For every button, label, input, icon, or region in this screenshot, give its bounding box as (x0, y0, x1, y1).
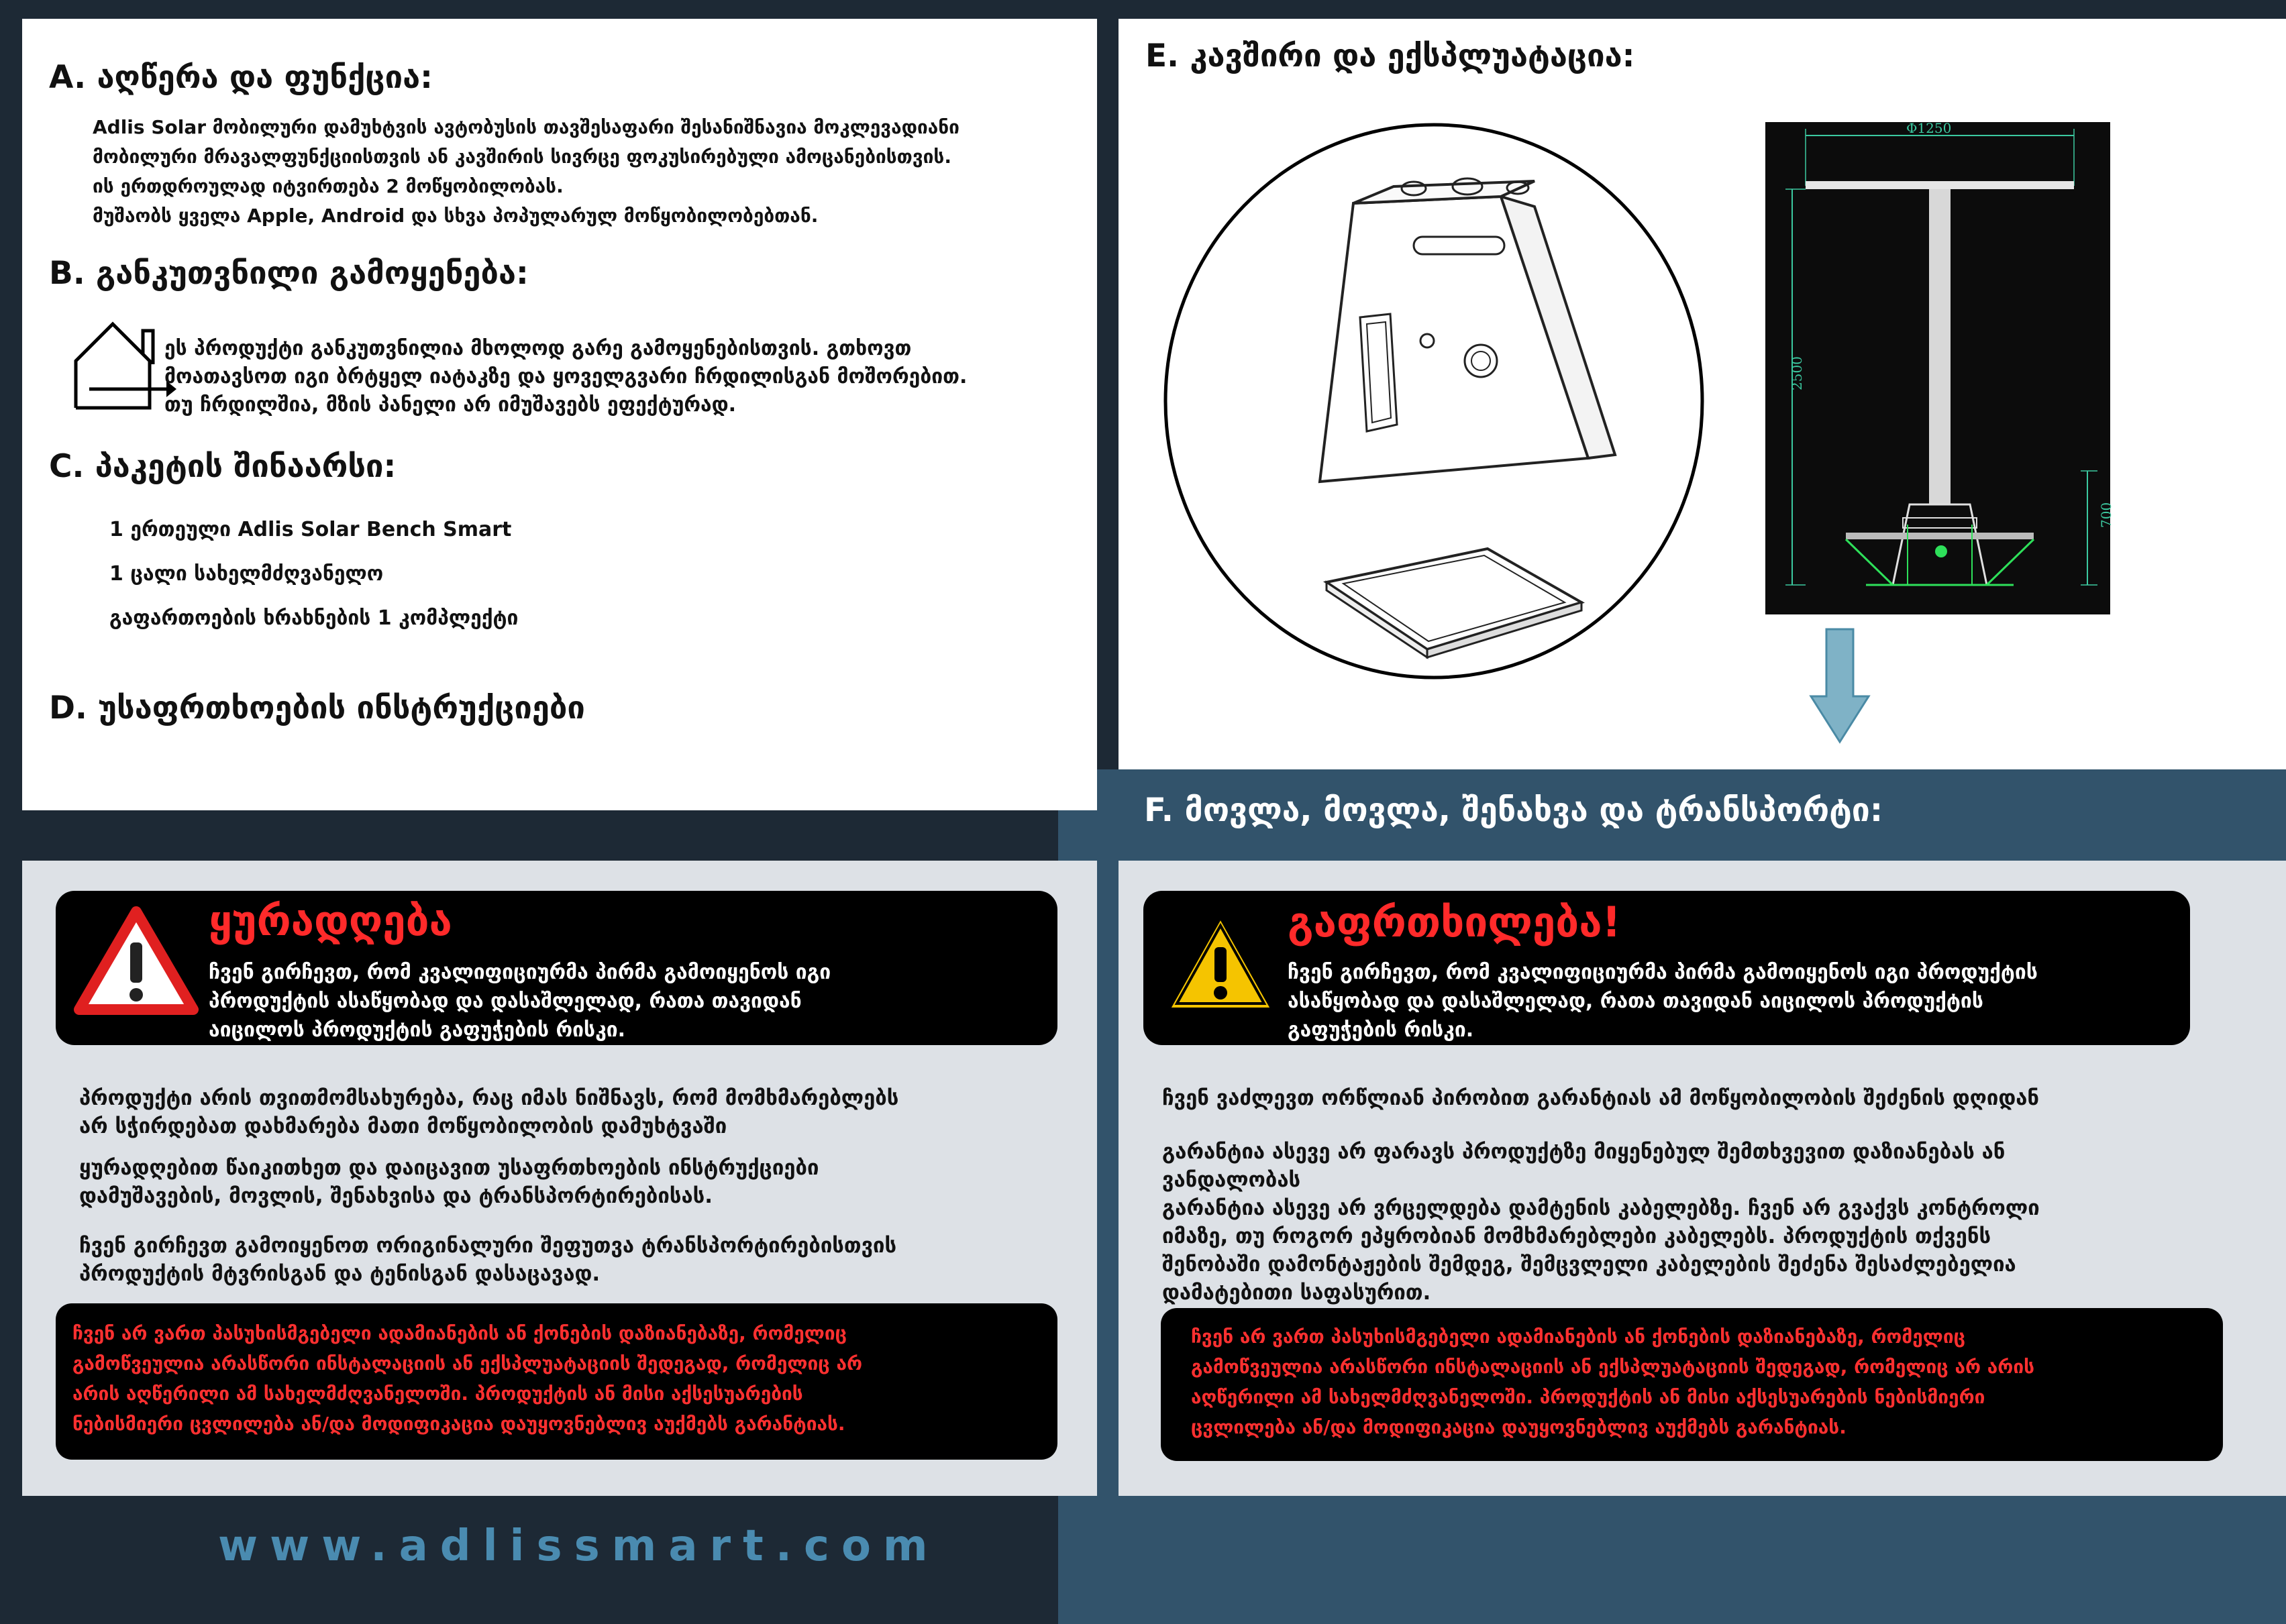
right-disclaimer-line: გამოწვეულია არასწორი ინსტალაციის ან ექსპლუატაციის შედეგად, რომელიც არ არის (1191, 1356, 2035, 1378)
website-link[interactable]: www.adlissmart.com (218, 1521, 940, 1571)
panel-safety (22, 861, 1097, 1496)
section-a-line: ის ერთდროულად იტვირთება 2 მოწყობილობას. (93, 175, 564, 197)
right-body-p2: დამატებითი საფასურით. (1162, 1281, 1431, 1305)
warning-line: ასაწყობად და დასაშლელად, რათა თავიდან აიცილოს პროდუქტის (1288, 989, 1983, 1013)
attention-line: აიცილოს პროდუქტის გაფუჭების რისკი. (209, 1018, 626, 1042)
section-d-title: D. უსაფრთხოების ინსტრუქციები (49, 690, 585, 726)
dim-right-label: 700 (2098, 502, 2114, 528)
dim-top-label: Φ1250 (1906, 120, 1952, 136)
warning-title: გაფრთხილება! (1288, 898, 1621, 946)
section-b-line: ეს პროდუქტი განკუთვნილია მხოლოდ გარე გამოყენებისთვის. გთხოვთ (164, 337, 912, 360)
right-disclaimer-line: ჩვენ არ ვართ პასუხისმგებელი ადამიანების ან ქონების დაზიანებაზე, რომელიც (1191, 1325, 1966, 1348)
right-body-p1: ჩვენ ვაძლევთ ორწლიან პირობით გარანტიას ამ მოწყობილობის შეძენის დღიდან (1162, 1086, 2040, 1110)
right-body-p2: ვანდალობას (1162, 1168, 1301, 1192)
house-arrow-icon (62, 314, 176, 415)
right-body-p2: გარანტია ასევე არ ვრცელდება დამტენის კაბელებზე. ჩვენ არ გვაქვს კონტროლი (1162, 1196, 2040, 1220)
panel-warranty (1119, 861, 2286, 1496)
left-disclaimer-line: ნებისმიერი ცვლილება ან/და მოდიფიკაცია დაუყოვნებლივ აუქმებს გარანტიას. (72, 1413, 845, 1435)
package-item: 1 ცალი სახელმძღვანელო (109, 562, 384, 586)
section-b-title: B. განკუთვნილი გამოყენება: (49, 255, 529, 292)
down-arrow-icon (1810, 629, 1870, 743)
left-body-p3: ჩვენ გირჩევთ გამოიყენოთ ორიგინალური შეფუთვა ტრანსპორტირებისთვის (79, 1234, 897, 1258)
panel-description (22, 19, 1097, 810)
attention-box (56, 891, 1057, 1045)
section-f-title: F. მოვლა, მოვლა, შენახვა და ტრანსპორტი: (1144, 792, 1883, 829)
right-body-p2: გარანტია ასევე არ ფარავს პროდუქტზე მიყენებულ შემთხვევით დაზიანებას ან (1162, 1140, 2006, 1164)
warning-line: გაფუჭების რისკი. (1288, 1018, 1474, 1042)
warning-line: ჩვენ გირჩევთ, რომ კვალიფიციურმა პირმა გამოიყენოს იგი პროდუქტის (1288, 961, 2038, 984)
right-body-p2: შენობაში დამონტაჟების შემდეგ, შემცვლელი კაბელების შეძენა შესაძლებელია (1162, 1252, 2016, 1277)
left-body-p3: პროდუქტის მტვრისგან და ტენისგან დასაცავად. (79, 1262, 601, 1286)
right-disclaimer-box (1161, 1308, 2223, 1461)
left-disclaimer-line: ჩვენ არ ვართ პასუხისმგებელი ადამიანების ან ქონების დაზიანებაზე, რომელიც (72, 1322, 847, 1344)
left-body-p1: პროდუქტი არის თვითმომსახურება, რაც იმას ნიშნავს, რომ მომხმარებლებს (79, 1086, 899, 1110)
right-disclaimer-line: ცვლილება ან/და მოდიფიკაცია დაუყოვნებლივ აუქმებს გარანტიას. (1191, 1416, 1847, 1438)
left-body-p2: ყურადღებით წაიკითხეთ და დაიცავით უსაფრთხოების ინსტრუქციები (79, 1156, 819, 1180)
warning-yellow-icon (1163, 911, 1278, 1015)
section-a-line: მობილური მრავალფუნქციისთვის ან კავშირის სივრცე ფოკუსირებული ამოცანებისთვის. (93, 146, 951, 168)
attention-title: ყურადღება (209, 896, 452, 945)
product-line-drawing (1159, 119, 1709, 683)
section-a-title: A. აღწერა და ფუნქცია: (49, 59, 433, 96)
left-disclaimer-box (56, 1303, 1057, 1460)
right-disclaimer-line: აღწერილი ამ სახელმძღვანელოში. პროდუქტის ან მისი აქსესუარების ნებისმიერი (1191, 1386, 1985, 1408)
panel-connection (1119, 19, 2286, 769)
left-body-p1: არ სჭირდებათ დახმარება მათი მოწყობილობის დამუხტვაში (79, 1114, 727, 1138)
section-b-line: მოათავსოთ იგი ბრტყელ იატაკზე და ყოველგვარი ჩრდილისგან მოშორებით. (164, 365, 968, 388)
left-body-p2: დამუშავების, მოვლის, შენახვისა და ტრანსპორტირებისას. (79, 1184, 713, 1208)
attention-line: ჩვენ გირჩევთ, რომ კვალიფიციურმა პირმა გამოიყენოს იგი (209, 961, 831, 984)
package-item: 1 ერთეული Adlis Solar Bench Smart (109, 518, 512, 541)
package-item: გაფართოების ხრახნების 1 კომპლექტი (109, 606, 519, 630)
technical-drawing (1765, 120, 2114, 614)
warning-box (1143, 891, 2190, 1045)
section-a-line: Adlis Solar მობილური დამუხტვის ავტობუსის თავშესაფარი შესანიშნავია მოკლევადიანი (93, 116, 959, 138)
attention-line: პროდუქტის ასაწყობად და დასაშლელად, რათა თავიდან (209, 989, 802, 1013)
section-c-title: C. პაკეტის შინაარსი: (49, 448, 397, 485)
left-disclaimer-line: გამოწვეულია არასწორი ინსტალაციის ან ექსპლუატაციის შედეგად, რომელიც არ (72, 1352, 863, 1374)
section-a-line: მუშაობს ყველა Apple, Android და სხვა პოპულარულ მოწყობილობებთან. (93, 205, 819, 227)
right-body-p2: იმაზე, თუ როგორ ეპყრობიან მომხმარებლები კაბელებს. პროდუქტის თქვენს (1162, 1224, 1991, 1248)
left-disclaimer-line: არის აღწერილი ამ სახელმძღვანელოში. პროდუქტის ან მისი აქსესუარების (72, 1383, 803, 1405)
section-e-title: E. კავშირი და ექსპლუატაცია: (1145, 38, 1635, 74)
warning-red-icon (76, 908, 197, 1015)
dim-left-label: 2500 (1789, 356, 1805, 390)
section-b-line: თუ ჩრდილშია, მზის პანელი არ იმუშავებს ეფექტურად. (164, 393, 737, 417)
